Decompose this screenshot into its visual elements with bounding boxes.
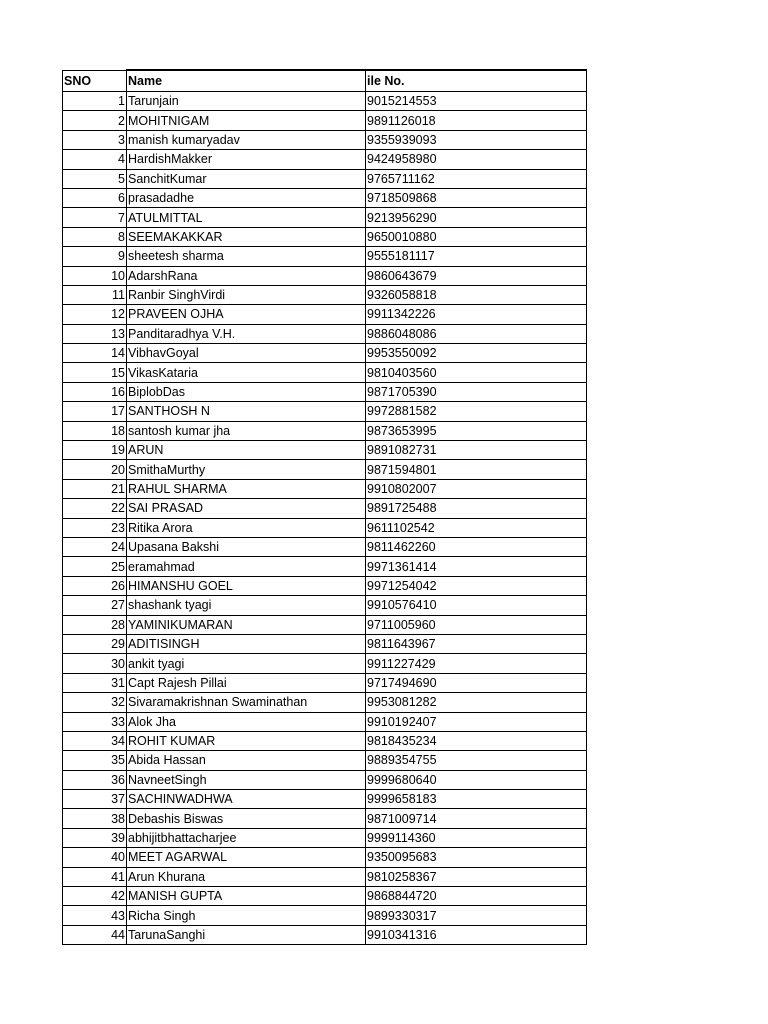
row-name: Alok Jha [127, 712, 366, 731]
table-row [63, 441, 587, 460]
row-name: HardishMakker [127, 150, 366, 169]
table-row [63, 537, 587, 556]
table-row [63, 208, 587, 227]
row-sno: 32 [63, 693, 127, 712]
row-sno: 3 [63, 130, 127, 149]
row-sno: 17 [63, 402, 127, 421]
table-row [63, 576, 587, 595]
row-name: Tarunjain [127, 92, 366, 111]
row-name: PRAVEEN OJHA [127, 305, 366, 324]
row-mobile: 9555181117 [366, 247, 587, 266]
row-mobile: 9811643967 [366, 634, 587, 653]
row-sno: 4 [63, 150, 127, 169]
table-body [63, 92, 587, 945]
row-sno: 20 [63, 460, 127, 479]
table-row [63, 770, 587, 789]
row-sno: 18 [63, 421, 127, 440]
table-row [63, 731, 587, 750]
row-sno: 40 [63, 848, 127, 867]
row-mobile: 9355939093 [366, 130, 587, 149]
row-mobile: 9953081282 [366, 693, 587, 712]
row-name: manish kumaryadav [127, 130, 366, 149]
row-name: AdarshRana [127, 266, 366, 285]
table-header [63, 70, 587, 92]
table-row [63, 712, 587, 731]
table-row [63, 92, 587, 111]
row-mobile: 9868844720 [366, 887, 587, 906]
table-row [63, 169, 587, 188]
row-mobile: 9213956290 [366, 208, 587, 227]
row-sno: 11 [63, 285, 127, 304]
table-row [63, 634, 587, 653]
row-sno: 25 [63, 557, 127, 576]
row-name: MOHITNIGAM [127, 111, 366, 130]
row-name: VibhavGoyal [127, 344, 366, 363]
row-name: ADITISINGH [127, 634, 366, 653]
table-row [63, 188, 587, 207]
row-name: NavneetSingh [127, 770, 366, 789]
row-name: Panditaradhya V.H. [127, 324, 366, 343]
table-row [63, 382, 587, 401]
contact-table [62, 69, 587, 945]
row-sno: 35 [63, 751, 127, 770]
row-sno: 30 [63, 654, 127, 673]
row-sno: 23 [63, 518, 127, 537]
table-row [63, 848, 587, 867]
row-mobile: 9811462260 [366, 537, 587, 556]
table-row [63, 266, 587, 285]
row-sno: 42 [63, 887, 127, 906]
row-name: Richa Singh [127, 906, 366, 925]
row-mobile: 9911342226 [366, 305, 587, 324]
row-name: Debashis Biswas [127, 809, 366, 828]
table-row [63, 324, 587, 343]
row-name: SmithaMurthy [127, 460, 366, 479]
row-name: ankit tyagi [127, 654, 366, 673]
row-name: SEEMAKAKKAR [127, 227, 366, 246]
row-mobile: 9899330317 [366, 906, 587, 925]
row-sno: 38 [63, 809, 127, 828]
header-mobile: ile No. [366, 70, 587, 92]
row-sno: 15 [63, 363, 127, 382]
row-mobile: 9891126018 [366, 111, 587, 130]
header-name: Name [127, 70, 366, 92]
row-sno: 10 [63, 266, 127, 285]
row-sno: 43 [63, 906, 127, 925]
table-row [63, 906, 587, 925]
row-name: Abida Hassan [127, 751, 366, 770]
row-name: ROHIT KUMAR [127, 731, 366, 750]
row-name: SanchitKumar [127, 169, 366, 188]
table-row [63, 518, 587, 537]
row-sno: 9 [63, 247, 127, 266]
row-sno: 7 [63, 208, 127, 227]
row-mobile: 9871009714 [366, 809, 587, 828]
row-sno: 26 [63, 576, 127, 595]
table-row [63, 247, 587, 266]
row-mobile: 9891725488 [366, 499, 587, 518]
row-mobile: 9999658183 [366, 790, 587, 809]
table-row [63, 344, 587, 363]
row-name: sheetesh sharma [127, 247, 366, 266]
row-sno: 19 [63, 441, 127, 460]
row-mobile: 9971361414 [366, 557, 587, 576]
table-row [63, 421, 587, 440]
row-mobile: 9015214553 [366, 92, 587, 111]
row-mobile: 9910341316 [366, 925, 587, 944]
row-name: prasadadhe [127, 188, 366, 207]
row-mobile: 9810258367 [366, 867, 587, 886]
row-sno: 6 [63, 188, 127, 207]
row-name: Arun Khurana [127, 867, 366, 886]
row-name: VikasKataria [127, 363, 366, 382]
table-row [63, 111, 587, 130]
row-mobile: 9765711162 [366, 169, 587, 188]
row-sno: 12 [63, 305, 127, 324]
row-sno: 39 [63, 828, 127, 847]
row-mobile: 9999114360 [366, 828, 587, 847]
table-row [63, 615, 587, 634]
row-sno: 29 [63, 634, 127, 653]
row-name: SANTHOSH N [127, 402, 366, 421]
row-sno: 5 [63, 169, 127, 188]
row-sno: 14 [63, 344, 127, 363]
row-mobile: 9424958980 [366, 150, 587, 169]
row-mobile: 9810403560 [366, 363, 587, 382]
table-row [63, 363, 587, 382]
row-mobile: 9718509868 [366, 188, 587, 207]
table-row [63, 285, 587, 304]
row-name: TarunaSanghi [127, 925, 366, 944]
row-name: Sivaramakrishnan Swaminathan [127, 693, 366, 712]
row-name: Ranbir SinghVirdi [127, 285, 366, 304]
row-mobile: 9889354755 [366, 751, 587, 770]
row-name: MANISH GUPTA [127, 887, 366, 906]
row-sno: 1 [63, 92, 127, 111]
row-name: abhijitbhattacharjee [127, 828, 366, 847]
row-mobile: 9326058818 [366, 285, 587, 304]
row-name: santosh kumar jha [127, 421, 366, 440]
row-mobile: 9717494690 [366, 673, 587, 692]
row-name: HIMANSHU GOEL [127, 576, 366, 595]
table-row [63, 790, 587, 809]
table-row [63, 557, 587, 576]
table-row [63, 887, 587, 906]
row-mobile: 9891082731 [366, 441, 587, 460]
row-sno: 44 [63, 925, 127, 944]
table-row [63, 402, 587, 421]
row-mobile: 9971254042 [366, 576, 587, 595]
table-row [63, 130, 587, 149]
table-row [63, 596, 587, 615]
row-name: Ritika Arora [127, 518, 366, 537]
row-mobile: 9886048086 [366, 324, 587, 343]
row-mobile: 9953550092 [366, 344, 587, 363]
row-name: Capt Rajesh Pillai [127, 673, 366, 692]
row-sno: 2 [63, 111, 127, 130]
header-sno: SNO [63, 70, 127, 92]
table-row [63, 867, 587, 886]
row-mobile: 9873653995 [366, 421, 587, 440]
table-row [63, 925, 587, 944]
row-name: Upasana Bakshi [127, 537, 366, 556]
row-mobile: 9910192407 [366, 712, 587, 731]
row-sno: 13 [63, 324, 127, 343]
table-row [63, 654, 587, 673]
table-row [63, 479, 587, 498]
row-mobile: 9871705390 [366, 382, 587, 401]
row-sno: 16 [63, 382, 127, 401]
table-row [63, 460, 587, 479]
row-name: ARUN [127, 441, 366, 460]
row-sno: 8 [63, 227, 127, 246]
row-mobile: 9911227429 [366, 654, 587, 673]
row-mobile: 9972881582 [366, 402, 587, 421]
row-sno: 31 [63, 673, 127, 692]
table-row [63, 751, 587, 770]
row-name: shashank tyagi [127, 596, 366, 615]
row-sno: 34 [63, 731, 127, 750]
table-row [63, 693, 587, 712]
row-mobile: 9871594801 [366, 460, 587, 479]
row-sno: 27 [63, 596, 127, 615]
row-name: YAMINIKUMARAN [127, 615, 366, 634]
row-sno: 33 [63, 712, 127, 731]
row-mobile: 9711005960 [366, 615, 587, 634]
row-name: eramahmad [127, 557, 366, 576]
table-row [63, 809, 587, 828]
row-mobile: 9999680640 [366, 770, 587, 789]
table-row [63, 150, 587, 169]
row-name: BiplobDas [127, 382, 366, 401]
row-name: SACHINWADHWA [127, 790, 366, 809]
row-sno: 22 [63, 499, 127, 518]
table-row [63, 673, 587, 692]
table-row [63, 499, 587, 518]
row-name: ATULMITTAL [127, 208, 366, 227]
row-sno: 37 [63, 790, 127, 809]
row-sno: 21 [63, 479, 127, 498]
row-name: SAI PRASAD [127, 499, 366, 518]
header-row [63, 70, 587, 92]
row-sno: 28 [63, 615, 127, 634]
row-name: RAHUL SHARMA [127, 479, 366, 498]
row-mobile: 9818435234 [366, 731, 587, 750]
row-name: MEET AGARWAL [127, 848, 366, 867]
row-mobile: 9350095683 [366, 848, 587, 867]
row-mobile: 9910802007 [366, 479, 587, 498]
row-mobile: 9650010880 [366, 227, 587, 246]
table-row [63, 828, 587, 847]
row-mobile: 9611102542 [366, 518, 587, 537]
row-sno: 24 [63, 537, 127, 556]
table-row [63, 305, 587, 324]
row-mobile: 9910576410 [366, 596, 587, 615]
row-sno: 41 [63, 867, 127, 886]
table-row [63, 227, 587, 246]
row-sno: 36 [63, 770, 127, 789]
row-mobile: 9860643679 [366, 266, 587, 285]
